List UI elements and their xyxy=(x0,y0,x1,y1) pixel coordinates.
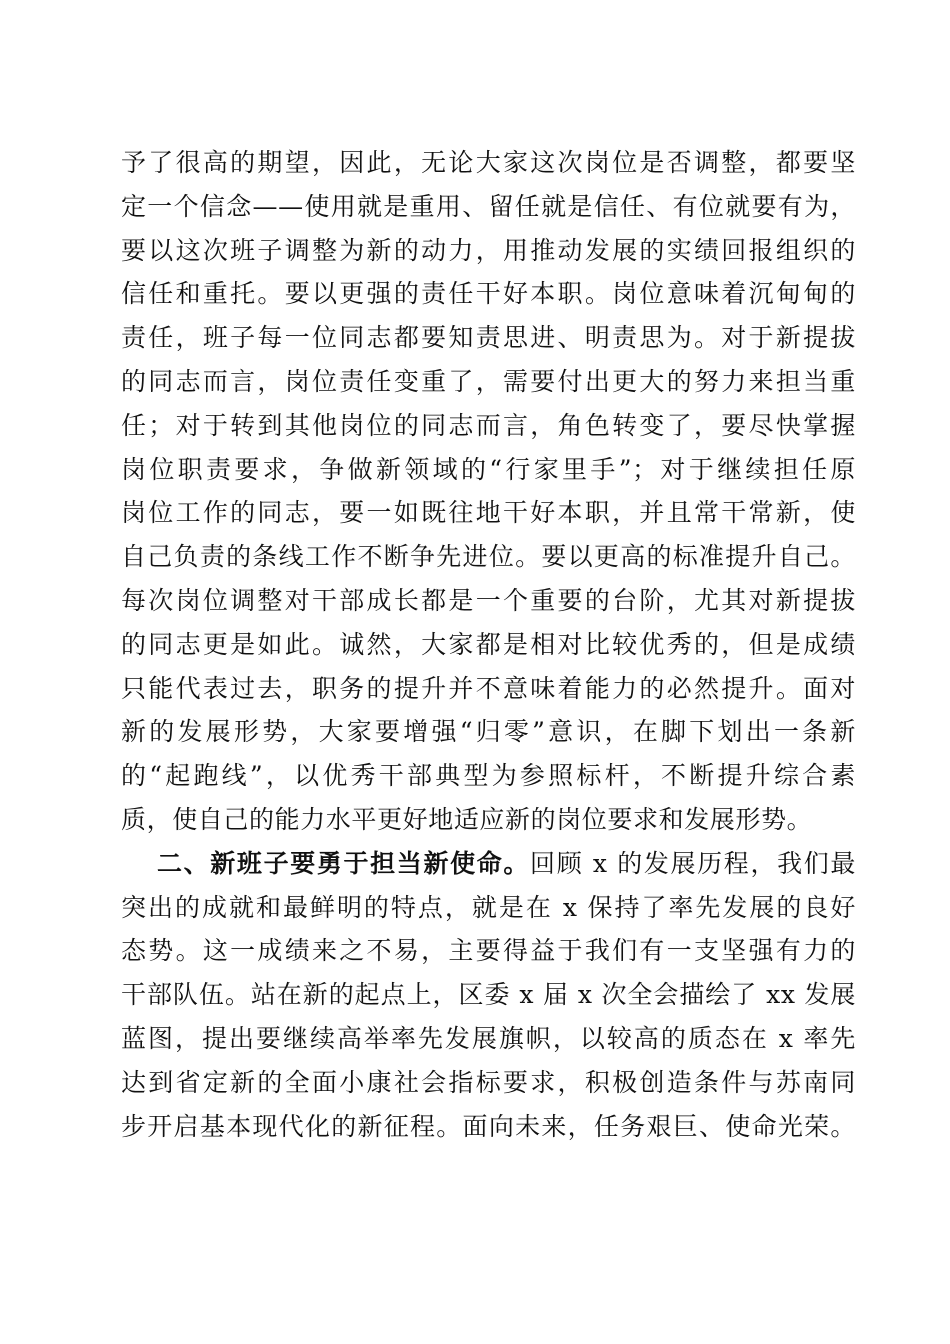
text-line-first xyxy=(121,842,856,886)
text-line: 的同志更是如此。诚然，大家都是相对比较优秀的，但是成绩 xyxy=(121,629,856,659)
section-heading: 二、新班子要勇于担当新使命。 xyxy=(157,848,531,878)
text-line: 突出的成就和最鲜明的特点，就是在 x 保持了率先发展的良好 xyxy=(121,892,856,922)
text-line: 步开启基本现代化的新征程。面向未来，任务艰巨、使命光荣。 xyxy=(121,1111,856,1141)
text-line: 质，使自己的能力水平更好地适应新的岗位要求和发展形势。 xyxy=(121,804,813,834)
text-line: 达到省定新的全面小康社会指标要求，积极创造条件与苏南同 xyxy=(121,1067,856,1097)
text-line: 蓝图，提出要继续高举率先发展旗帜，以较高的质态在 x 率先 xyxy=(121,1023,856,1053)
text-line: 予了很高的期望，因此，无论大家这次岗位是否调整，都要坚 xyxy=(121,148,856,177)
text-line: 态势。这一成绩来之不易，主要得益于我们有一支坚强有力的 xyxy=(121,936,856,966)
paragraph-1 xyxy=(121,141,856,842)
heading-continuation: 回顾 x 的发展历程，我们最 xyxy=(530,848,856,878)
text-line: 信任和重托。要以更强的责任干好本职。岗位意味着沉甸甸的 xyxy=(121,279,856,309)
text-line: 新的发展形势，大家要增强“归零”意识，在脚下划出一条新 xyxy=(121,717,856,747)
text-line: 的“起跑线”，以优秀干部典型为参照标杆，不断提升综合素 xyxy=(121,761,856,791)
text-line: 岗位职责要求，争做新领域的“行家里手”；对于继续担任原 xyxy=(121,454,856,484)
text-line: 任；对于转到其他岗位的同志而言，角色转变了，要尽快掌握 xyxy=(121,410,856,440)
text-line: 的同志而言，岗位责任变重了，需要付出更大的努力来担当重 xyxy=(121,366,856,396)
text-line: 岗位工作的同志，要一如既往地干好本职，并且常干常新，使 xyxy=(121,498,856,528)
text-line: 要以这次班子调整为新的动力，用推动发展的实绩回报组织的 xyxy=(121,235,856,265)
text-line: 每次岗位调整对干部成长都是一个重要的台阶，尤其对新提拔 xyxy=(121,585,856,615)
text-line: 责任，班子每一位同志都要知责思进、明责思为。对于新提拔 xyxy=(121,323,856,353)
text-line: 自己负责的条线工作不断争先进位。要以更高的标准提升自己。 xyxy=(121,542,856,572)
paragraph-2 xyxy=(121,842,856,1149)
text-line: 干部队伍。站在新的起点上，区委 x 届 x 次全会描绘了 xx 发展 xyxy=(121,980,856,1010)
document-body xyxy=(121,141,856,1148)
text-line: 只能代表过去，职务的提升并不意味着能力的必然提升。面对 xyxy=(121,673,856,703)
text-line: 定一个信念——使用就是重用、留任就是信任、有位就要有为， xyxy=(121,191,856,221)
